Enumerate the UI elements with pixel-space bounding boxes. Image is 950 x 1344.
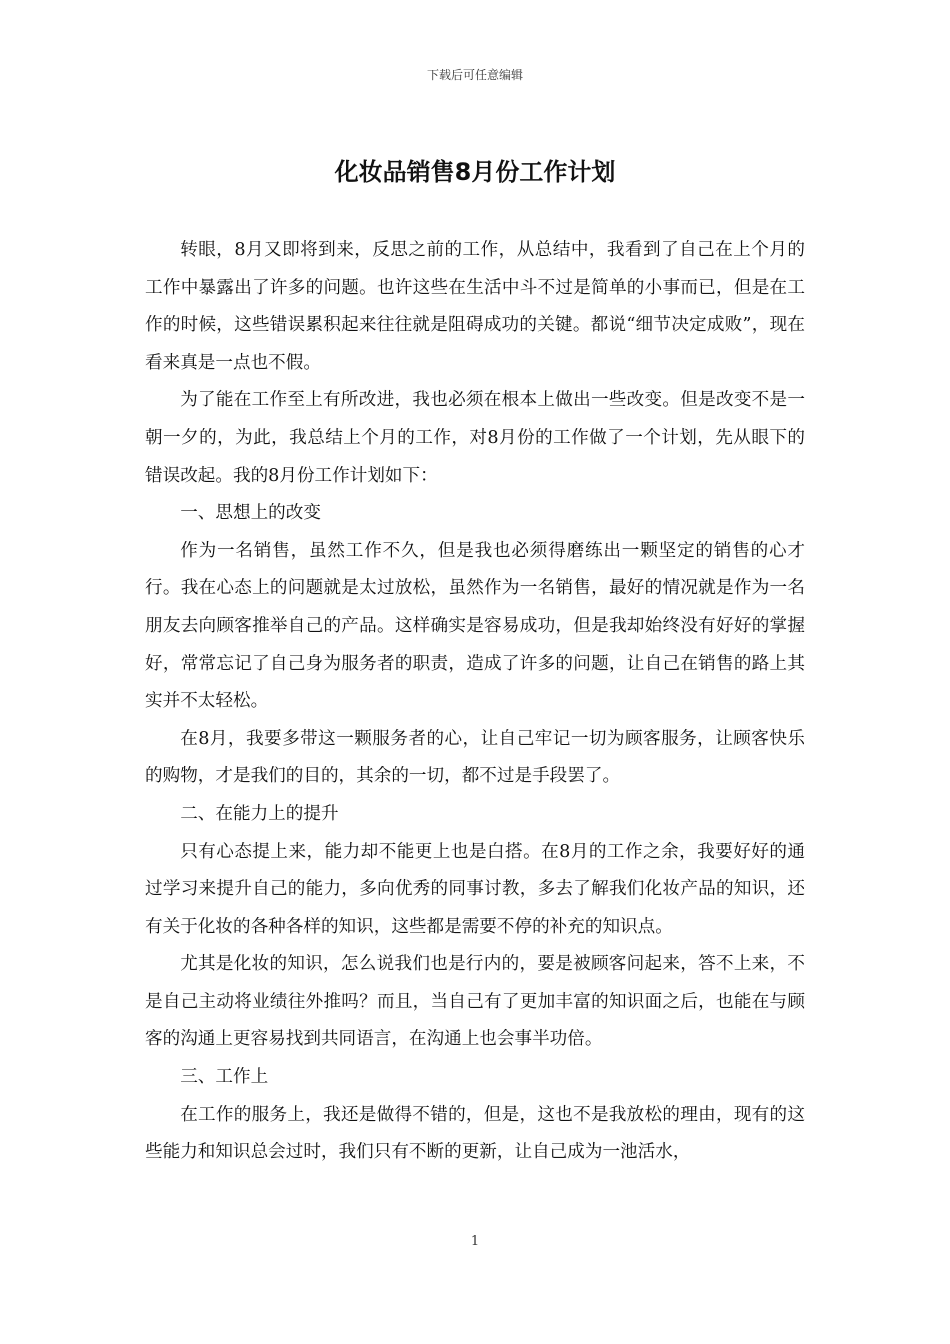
paragraph: 在工作的服务上，我还是做得不错的，但是，这也不是我放松的理由，现有的这些能力和知识总会过时，我们只有不断的更新，让自己成为一池活水， [145,1104,805,1163]
paragraph: 作为一名销售，虽然工作不久，但是我也必须得磨练出一颗坚定的销售的心才行。我在心态上的问题就是太过放松，虽然作为一名销售，最好的情况就是作为一名朋友去向顾客推举自己的产品。这样确实是容易成功，但是我却始终没有好好的掌握好，常常忘记了自己身为服务者的职责，造成了许多的问题，让自己在销售的路上其实并不太轻松。 [145,540,805,712]
paragraph: 转眼，8月又即将到来，反思之前的工作，从总结中，我看到了自己在上个月的工作中暴露出了许多的问题。也许这些在生活中斗不过是简单的小事而已，但是在工作的时候，这些错误累积起来往往就是阻碍成功的关键。都说“细节决定成败”，现在看来真是一点也不假。 [145,240,805,373]
paragraph: 只有心态提上来，能力却不能更上也是白搭。在8月的工作之余，我要好好的通过学习来提升自己的能力，多向优秀的同事讨教，多去了解我们化妆产品的知识，还有关于化妆的各种各样的知识，这些都是需要不停的补充的知识点。 [145,841,805,937]
document-body [145,232,805,1172]
section-heading: 三、工作上 [180,1067,269,1088]
paragraph: 在8月，我要多带这一颗服务者的心，让自己牢记一切为顾客服务，让顾客快乐的购物，才是我们的目的，其余的一切，都不过是手段罢了。 [145,728,805,787]
page-header-note: 下载后可任意编辑 [426,68,523,82]
paragraph: 为了能在工作至上有所改进，我也必须在根本上做出一些改变。但是改变不是一朝一夕的，为此，我总结上个月的工作，对8月份的工作做了一个计划，先从眼下的错误改起。我的8月份工作计划如下： [145,390,805,486]
section-heading: 二、在能力上的提升 [180,803,339,824]
section-heading: 一、思想上的改变 [180,503,321,524]
page-number: 1 [470,1234,480,1249]
document-title: 化妆品销售8月份工作计划 [334,158,616,186]
paragraph: 尤其是化妆的知识，怎么说我们也是行内的，要是被顾客问起来，答不上来，不是自己主动将业绩往外推吗？而且，当自己有了更加丰富的知识面之后，也能在与顾客的沟通上更容易找到共同语言，在沟通上也会事半功倍。 [145,954,805,1050]
